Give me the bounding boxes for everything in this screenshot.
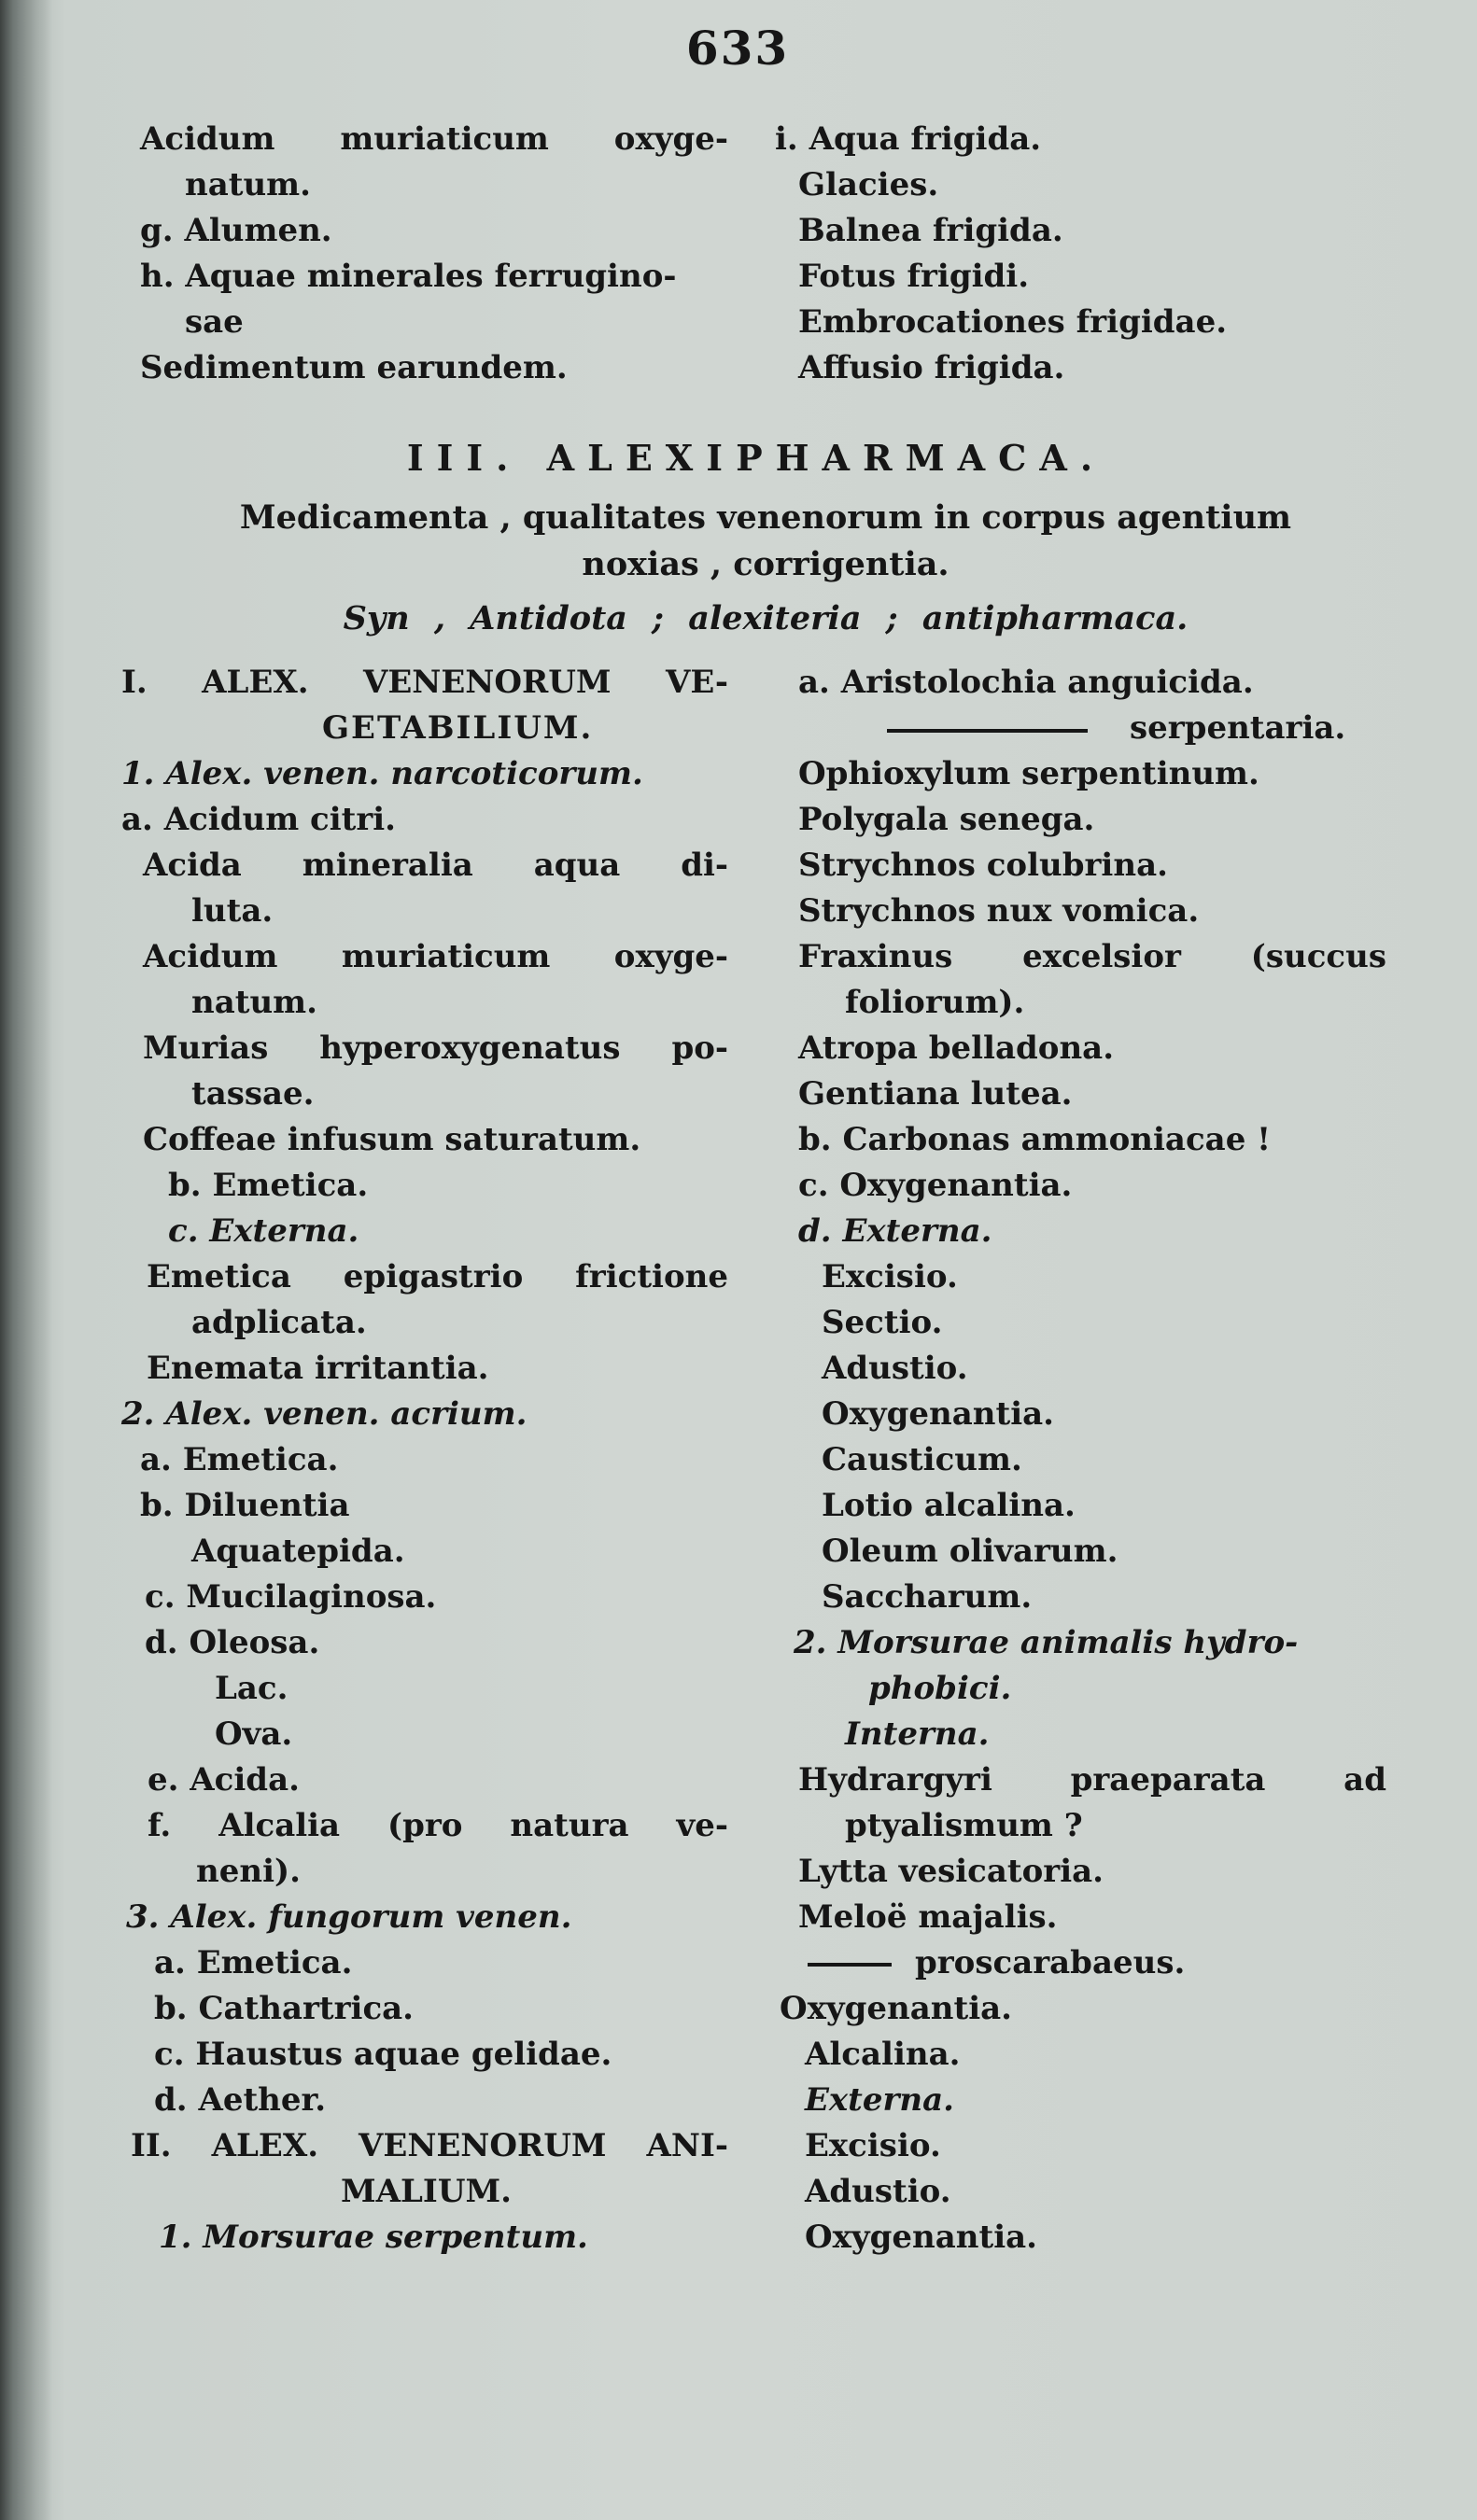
- text-line: c. Haustus aquae gelidae.: [154, 2036, 612, 2073]
- text-line: h. Aquae minerales ferrugino-: [140, 258, 677, 295]
- repeat-dash: [887, 729, 1088, 733]
- text-line: natum.: [191, 984, 317, 1021]
- text-line: Acidum muriaticum oxyge-: [143, 938, 728, 975]
- text-line: Emetica epigastrio frictione: [147, 1258, 728, 1295]
- text-line: Adustio.: [805, 2173, 951, 2210]
- text-line: Meloë majalis.: [798, 1898, 1058, 1936]
- text-line: i. Aqua frigida.: [775, 120, 1042, 158]
- text-line: Balnea frigida.: [798, 212, 1063, 249]
- text-line: Embrocationes frigidae.: [798, 303, 1228, 341]
- text-line: ptyalismum ?: [845, 1807, 1083, 1844]
- text-line: Externa.: [805, 2081, 955, 2119]
- text-line: Lytta vesicatoria.: [798, 1853, 1104, 1890]
- text-line: adplicata.: [191, 1304, 367, 1341]
- text-line: GETABILIUM.: [322, 709, 594, 747]
- text-line: serpentaria.: [1130, 709, 1346, 747]
- text-line: Excisio.: [805, 2127, 941, 2164]
- text-line: Saccharum.: [822, 1578, 1033, 1616]
- text-line: d. Oleosa.: [145, 1624, 320, 1661]
- text-line: c. Oxygenantia.: [798, 1167, 1073, 1204]
- text-line: Ova.: [215, 1715, 293, 1753]
- text-line: neni).: [196, 1853, 301, 1890]
- text-line: a. Emetica.: [154, 1944, 353, 1981]
- text-line: e. Acida.: [148, 1761, 300, 1799]
- text-line: f. Alcalia (pro natura ve-: [148, 1807, 728, 1844]
- text-line: Hydrargyri praeparata ad: [798, 1761, 1386, 1799]
- text-line: Adustio.: [822, 1350, 968, 1387]
- text-line: Enemata irritantia.: [147, 1350, 489, 1387]
- text-line: 1. Morsurae serpentum.: [159, 2219, 588, 2256]
- text-line: proscarabaeus.: [915, 1944, 1186, 1981]
- text-line: Sectio.: [822, 1304, 943, 1341]
- text-line: 2. Alex. venen. acrium.: [121, 1395, 528, 1433]
- text-line: Strychnos colubrina.: [798, 847, 1168, 884]
- text-line: Causticum.: [822, 1441, 1022, 1478]
- text-line: Fraxinus excelsior (succus: [798, 938, 1386, 975]
- text-line: MALIUM.: [341, 2173, 512, 2210]
- text-line: foliorum).: [845, 984, 1025, 1021]
- section-synonyms: Syn , Antidota ; alexiteria ; antipharmaca.: [343, 599, 1189, 637]
- text-line: a. Acidum citri.: [121, 801, 396, 838]
- section-definition: noxias , corrigentia.: [582, 545, 950, 583]
- text-line: Alcalina.: [805, 2036, 961, 2073]
- text-line: Acida mineralia aqua di-: [143, 847, 728, 884]
- text-line: b. Emetica.: [168, 1167, 369, 1204]
- text-line: Fotus frigidi.: [798, 258, 1030, 295]
- text-line: Lotio alcalina.: [822, 1487, 1076, 1524]
- text-line: Lac.: [215, 1670, 288, 1707]
- repeat-dash: [808, 1963, 892, 1967]
- text-line: Oxygenantia.: [780, 1990, 1013, 2027]
- text-line: Interna.: [845, 1715, 990, 1753]
- text-line: Glacies.: [798, 166, 939, 203]
- text-line: Ophioxylum serpentinum.: [798, 755, 1259, 792]
- text-line: 3. Alex. fungorum venen.: [126, 1898, 572, 1936]
- text-line: Gentiana lutea.: [798, 1075, 1073, 1113]
- text-line: 2. Morsurae animalis hydro-: [794, 1624, 1299, 1661]
- text-line: a. Emetica.: [140, 1441, 339, 1478]
- text-line: phobici.: [868, 1670, 1012, 1707]
- page-binding-shadow: [0, 0, 52, 2520]
- text-line: Acidum muriaticum oxyge-: [140, 120, 728, 158]
- text-line: luta.: [191, 892, 274, 930]
- text-line: g. Alumen.: [140, 212, 332, 249]
- text-line: b. Cathartrica.: [154, 1990, 415, 2027]
- text-line: Murias hyperoxygenatus po-: [143, 1029, 728, 1067]
- text-line: Affusio frigida.: [798, 349, 1065, 386]
- text-line: c. Externa.: [168, 1212, 359, 1250]
- text-line: II. ALEX. VENENORUM ANI-: [131, 2127, 728, 2164]
- text-line: d. Externa.: [798, 1212, 992, 1250]
- text-line: Polygala senega.: [798, 801, 1095, 838]
- text-line: Atropa belladona.: [798, 1029, 1115, 1067]
- text-line: sae: [185, 303, 244, 341]
- text-line: Sedimentum earundem.: [140, 349, 568, 386]
- text-line: Coffeae infusum saturatum.: [143, 1121, 641, 1158]
- text-line: Excisio.: [822, 1258, 958, 1295]
- page-number: 633: [685, 21, 790, 76]
- text-line: d. Aether.: [154, 2081, 327, 2119]
- text-line: I. ALEX. VENENORUM VE-: [121, 664, 728, 701]
- text-line: natum.: [185, 166, 311, 203]
- text-line: Oxygenantia.: [822, 1395, 1055, 1433]
- section-definition: Medicamenta , qualitates venenorum in corpus agentium: [239, 498, 1292, 537]
- text-line: b. Carbonas ammoniacae !: [798, 1121, 1272, 1158]
- text-line: Oxygenantia.: [805, 2219, 1038, 2256]
- text-line: c. Mucilaginosa.: [145, 1578, 437, 1616]
- text-line: 1. Alex. venen. narcoticorum.: [121, 755, 643, 792]
- text-line: Aquatepida.: [191, 1533, 405, 1570]
- text-line: a. Aristolochia anguicida.: [798, 664, 1254, 701]
- text-line: tassae.: [191, 1075, 315, 1113]
- section-heading: III. ALEXIPHARMACA.: [406, 437, 1106, 479]
- text-line: Strychnos nux vomica.: [798, 892, 1200, 930]
- text-line: Oleum olivarum.: [822, 1533, 1118, 1570]
- text-line: b. Diluentia: [140, 1487, 350, 1524]
